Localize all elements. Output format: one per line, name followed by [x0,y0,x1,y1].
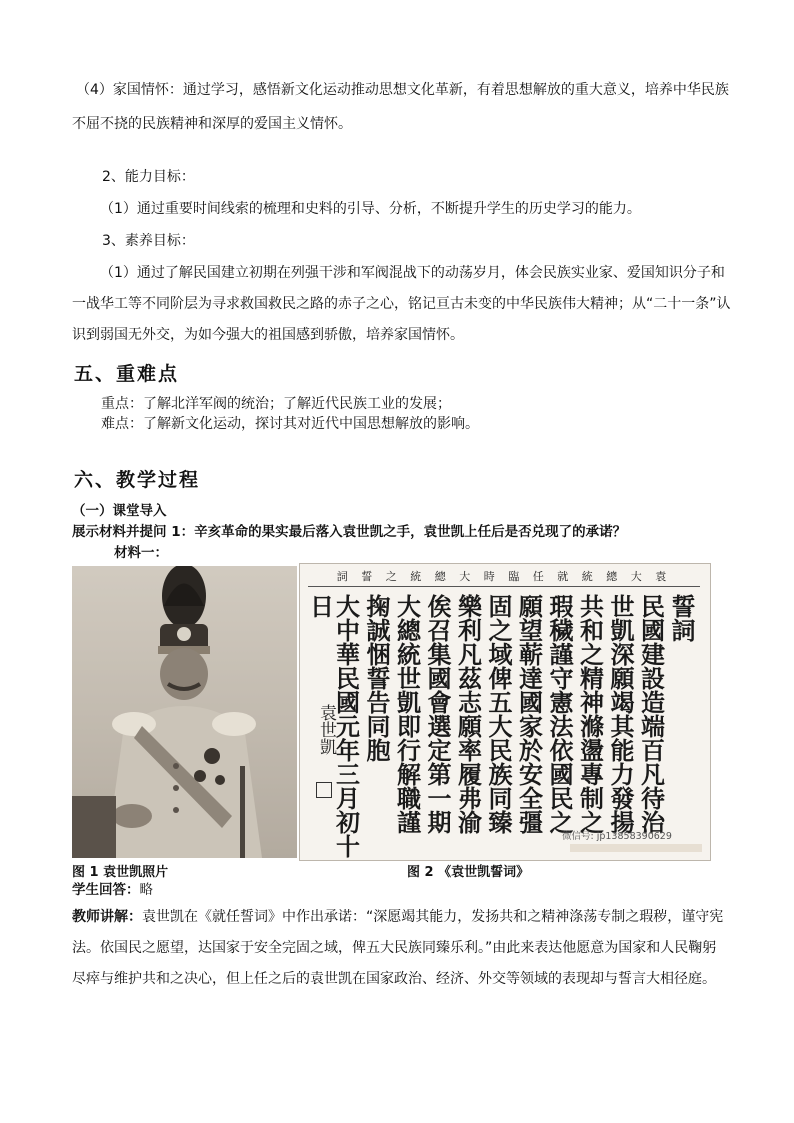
material-label: 材料一： [114,545,168,561]
student-answer-text: 略 [139,882,153,898]
key-points: 重点：了解北洋军阀的统治；了解近代民族工业的发展； [101,396,451,412]
literacy-line1: （1）通过了解民国建立初期在列强干涉和军阀混战下的动荡岁月，体会民族实业家、爱国知识分子和 [100,265,725,281]
watermark: 微信号: jp13858390629 [562,831,672,842]
ability-title: 2、能力目标： [102,169,195,185]
ability-item: （1）通过重要时间线索的梳理和史料的引导、分析，不断提升学生的历史学习的能力。 [100,201,641,217]
oath-signer: 袁世凱 [316,704,336,755]
oath-column: 大中華民國元年三月初十日 [305,594,361,858]
teacher-line2: 法。依国民之愿望，达国家于安全完固之域，俾五大民族同臻乐利。”由此来表达他愿意为国家和人民鞠躬 [72,940,717,956]
student-answer [72,879,153,901]
teacher-label: 教师讲解： [72,909,142,925]
oath-column: 俟召集國會選定第一期 [423,594,452,834]
oath-column: 共和之精神滌盪專制之 [575,594,605,834]
oath-column: 樂利凡茲志願率履弗渝 [453,594,483,834]
footer-strip [570,844,702,852]
portrait-illustration [72,566,297,858]
literacy-title: 3、素养目标： [102,233,195,249]
oath-column: 願望蕲達國家於安全彊 [514,594,544,834]
yuan-shikai-photo [72,566,297,858]
oath-column: 誓詞 [667,594,696,642]
caption-fig2: 图 2 《袁世凯誓词》 [407,865,530,880]
goal-4-line1: （4）家国情怀：通过学习，感悟新文化运动推动思想文化革新，有着思想解放的重大意义，培养中华民族 [76,82,729,98]
oath-column: 瑕穢謹守憲法依國民之 [545,594,574,834]
teacher-line3: 尽瘁与维护共和之决心，但上任之后的袁世凯在国家政治、经济、外交等领域的表现却与誓言大相径庭。 [72,971,716,987]
oath-column: 世凱深願竭其能力發揚 [606,594,635,834]
oath-column: 固之域俾五大民族同臻 [484,594,513,834]
student-answer-label: 学生回答： [72,882,140,898]
caption-fig1: 图 1 袁世凯照片 [72,865,169,880]
oath-column: 民國建設造端百凡待治 [636,594,666,834]
section6-heading: 六、教学过程 [74,469,201,491]
goal-4-line2: 不屈不挠的民族精神和深厚的爱国主义情怀。 [72,116,352,132]
subsection-intro: （一）课堂导入 [72,503,167,519]
oath-document-image [299,563,711,861]
literacy-line2: 一战华工等不同阶层为寻求救国救民之路的赤子之心，铭记亘古未变的中华民族伟大精神；从“二十一条”认 [72,296,731,312]
teacher-line1 [72,906,723,928]
question-1: 展示材料并提问 1：辛亥革命的果实最后落入袁世凯之手，袁世凯上任后是否兑现了的承诺？ [72,524,627,540]
literacy-line3: 识到弱国无外交，为如今强大的祖国感到骄傲，培养家国情怀。 [72,327,464,343]
seal-icon [316,782,332,798]
oath-header: 詞 誓 之 統 總 大 時 臨 任 就 統 總 大 袁 [308,568,700,587]
difficult-points: 难点：了解新文化运动，探讨其对近代中国思想解放的影响。 [101,416,479,432]
oath-column: 掬誠悃誓告同胞 [362,594,391,762]
oath-column: 大總統世凱即行解職謹 [392,594,422,834]
teacher-text-1: 袁世凯在《就任誓词》中作出承诺：“深愿竭其能力，发扬共和之精神涤荡专制之瑕秽，谨守宪 [142,909,724,925]
section5-heading: 五、重难点 [74,363,180,385]
